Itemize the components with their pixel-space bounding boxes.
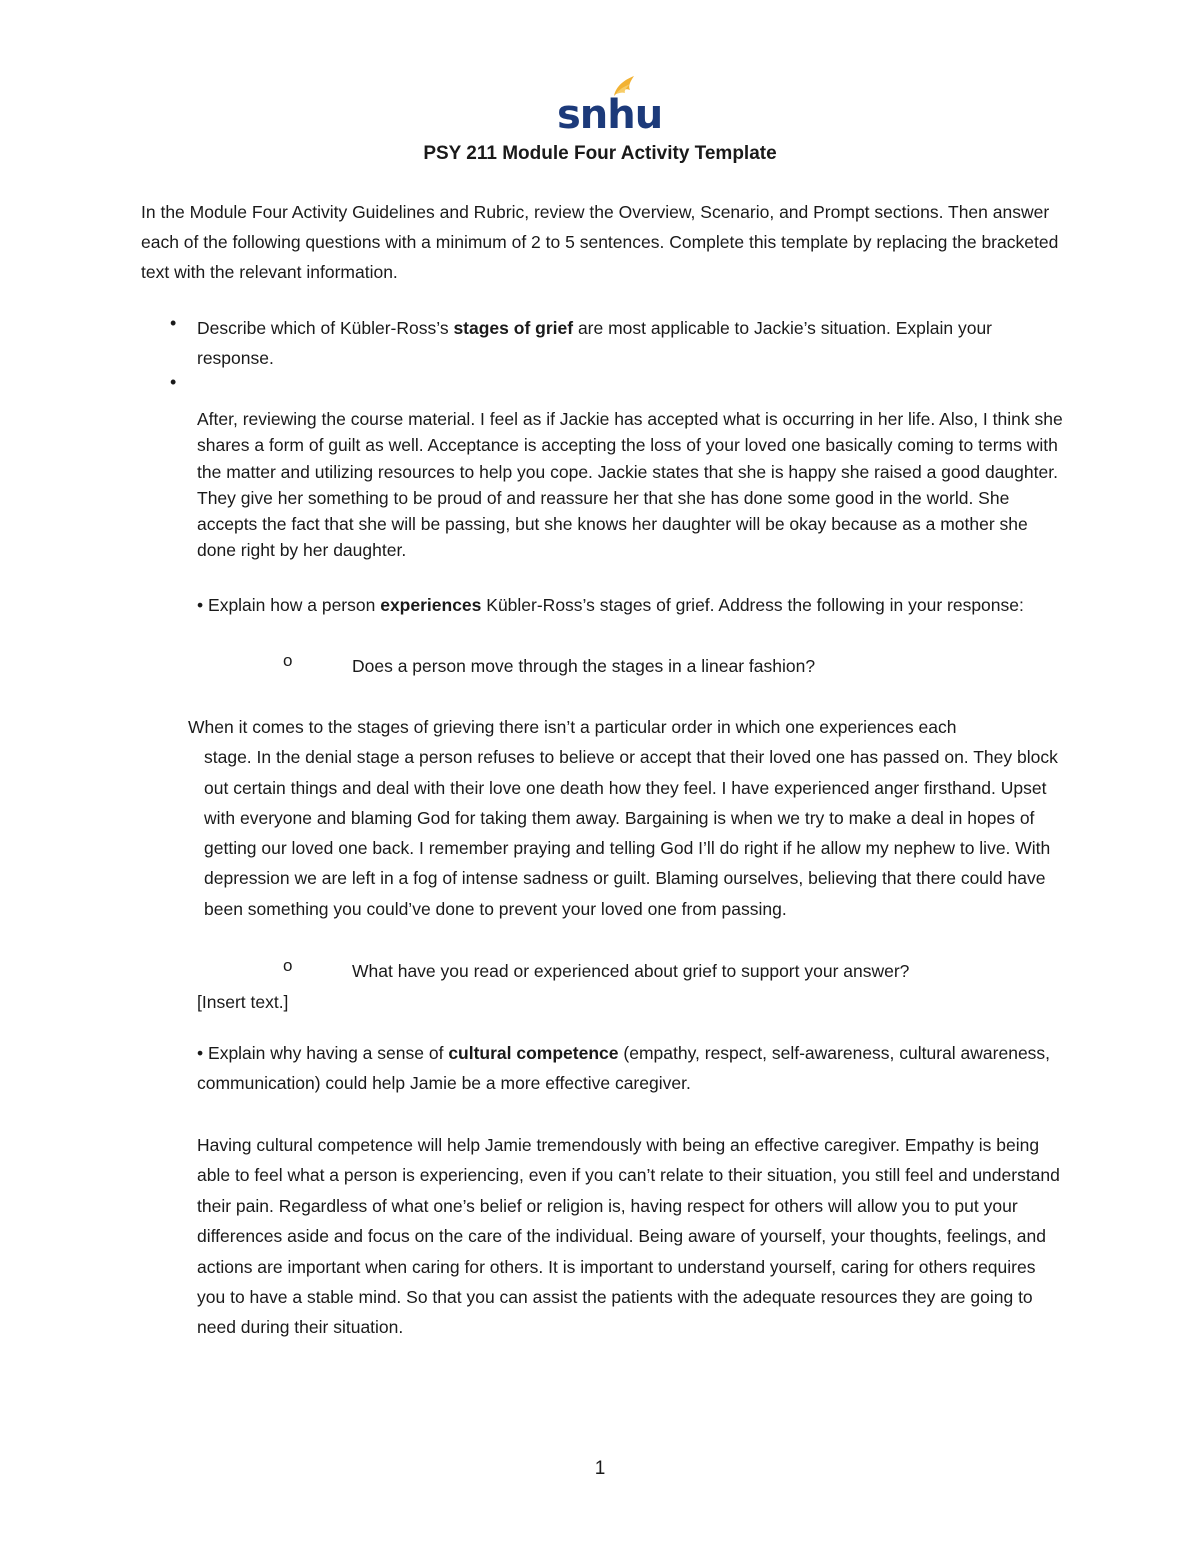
- question-1: [197, 313, 1037, 373]
- question-3-text-start: Explain why having a sense of: [208, 1043, 449, 1063]
- question-2-text-end: Kübler-Ross’s stages of grief. Address the following in your response:: [481, 595, 1024, 615]
- insert-text-placeholder: [Insert text.]: [197, 992, 289, 1012]
- page-title: PSY 211 Module Four Activity Template: [423, 143, 777, 164]
- question-1-text-end: are most applicable to Jackie’s situation. Explain your response.: [197, 318, 993, 368]
- answer-3: Having cultural competence will help Jamie tremendously with being an effective caregiver. Empathy is being able to feel what a person is experiencing, even if you can’t relate to their situation, you still feel and understand their pain. Regardless of what one’s belief or religion is, having respect for others will allow you to put your differences aside and focus on the care of the individual. Being aware of yourself, your thoughts, feelings, and actions are important when caring for others. It is important to understand yourself, caring for others requires you to have a stable mind. So that you can assist the patients with the adequate resources they are going to need during their situation.: [197, 1135, 1060, 1338]
- snhu-logo-graphic: [556, 74, 663, 138]
- logo-wordmark: snhu: [557, 92, 663, 138]
- question-3-text-end: (empathy, respect, self-awareness, cultural awareness, communication) could help Jamie be a more effective caregiver.: [197, 1043, 1051, 1093]
- question-2-sub-1: Does a person move through the stages in a linear fashion?: [352, 656, 816, 676]
- answer-1: After, reviewing the course material. I feel as if Jackie has accepted what is occurring in her life. Also, I think she shares a form of guilt as well. Acceptance is accepting the loss of your loved one basically coming to terms with the matter and utilizing resources to help you cope. Jackie states that she is happy she raised a good daughter. They give her something to be proud of and reassure her that she has done some good in the world. She accepts the fact that she will be passing, but she knows her daughter will be okay because as a mother she done right by her daughter.: [197, 409, 1063, 561]
- question-2-bold: experiences: [380, 595, 482, 615]
- answer-2-body: stage. In the denial stage a person refuses to believe or accept that their loved one has passed on. They block out certain things and deal with their love one death how they feel. I have experienced anger firsthand. Upset with everyone and blaming God for taking them away. Bargaining is when we try to make a deal in hopes of getting our loved one back. I remember praying and telling God I’ll do right if he allow my nephew to live. With depression we are left in a fog of intense sadness or guilt. Blaming ourselves, believing that there could have been something you could’ve done to prevent your loved one from passing.: [204, 747, 1058, 919]
- answer-2: [188, 712, 1068, 924]
- sub-bullet-icon: o: [283, 651, 293, 670]
- snhu-logo: [556, 74, 663, 138]
- question-2: [197, 590, 1037, 620]
- question-2-text-start: Explain how a person: [208, 595, 381, 615]
- question-3-bold: cultural competence: [448, 1043, 619, 1063]
- bullet-icon: •: [197, 595, 204, 615]
- bullet-icon: •: [170, 372, 177, 392]
- question-1-text-start: Describe which of Kübler-Ross’s: [197, 318, 454, 338]
- intro-paragraph: In the Module Four Activity Guidelines and Rubric, review the Overview, Scenario, and Prompt sections. Then answer each of the following questions with a minimum of 2 to 5 sentences. Complete this template by replacing the bracketed text with the relevant information.: [141, 202, 1059, 282]
- bullet-icon: •: [197, 1043, 204, 1063]
- page-number: 1: [594, 1458, 606, 1479]
- question-1-bold: stages of grief: [453, 318, 574, 338]
- answer-2-first-line: When it comes to the stages of grieving there isn’t a particular order in which one experiences each: [188, 717, 957, 737]
- question-2-sub-2: What have you read or experienced about grief to support your answer?: [352, 961, 910, 981]
- bullet-icon: •: [170, 313, 177, 333]
- question-3: [197, 1038, 1057, 1098]
- sub-bullet-icon: o: [283, 956, 293, 975]
